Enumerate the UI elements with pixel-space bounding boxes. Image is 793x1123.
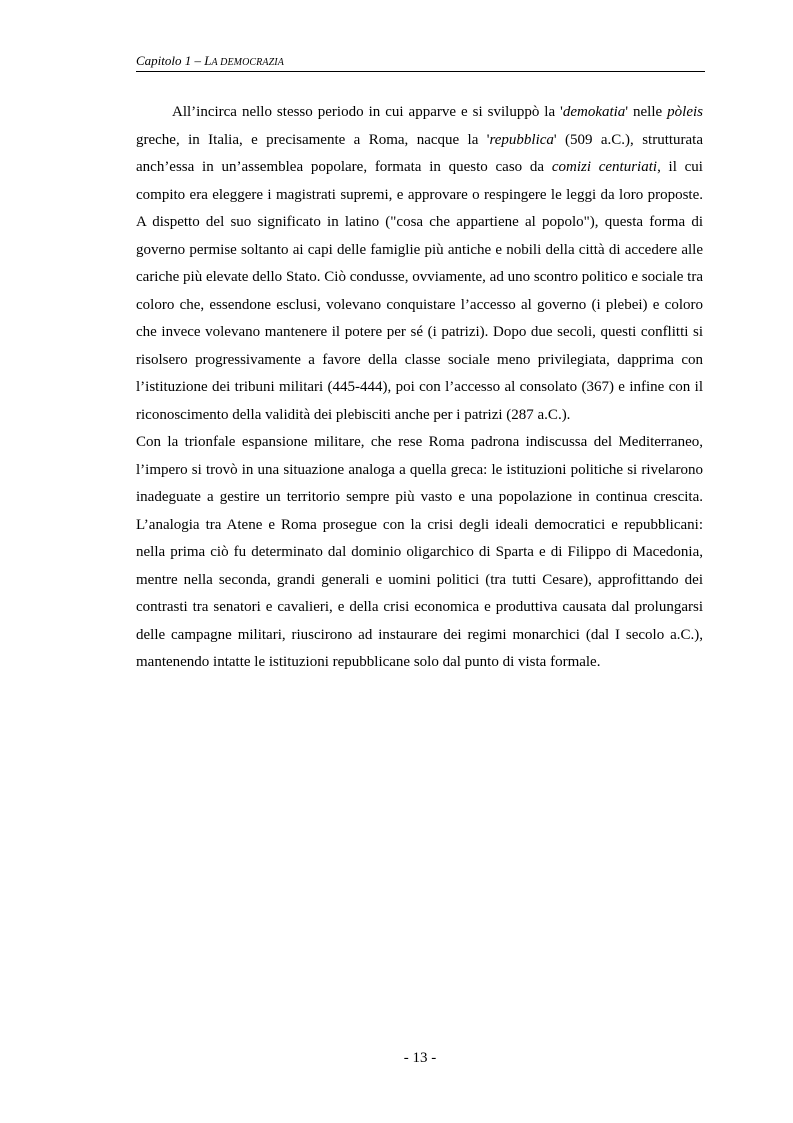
term-comizi-centuriati: comizi centuriati (551, 159, 658, 175)
chapter-title: Capitolo 1 – L (136, 53, 212, 68)
paragraph-1 (136, 99, 703, 429)
chapter-title-smallcaps: A DEMOCRAZIA (211, 57, 284, 68)
paragraph-1-text: All’incirca nello stesso periodo in cui apparve e si sviluppò la ' (172, 104, 563, 120)
term-poleis: pòleis (667, 104, 703, 120)
term-repubblica: repubblica (489, 131, 554, 148)
header-rule (136, 71, 705, 72)
paragraph-1-text: , il cui compito era eleggere i magistrati supremi, e approvare o respingere le leggi da loro proposte. A dispetto del suo significato in latino ("cosa che appartiene al popolo"), questa forma di governo permise soltanto ai capi delle famiglie più antiche e nobili della città di accedere alle cariche più elevate dello Stato. Ciò condusse, ovviamente, ad uno scontro politico e sociale tra coloro che, essendone esclusi, volevano conquistare l’accesso al governo (i plebei) e coloro che invece volevano mantenere il potere per sé (i patrizi). Dopo due secoli, questi conflitti si risolsero progressivamente a favore della classe sociale meno privilegiata, dapprima con l’istituzione dei tribuni militari (445-444), poi con l’accesso al consolato (367) e infine con il riconoscimento della validità dei plebisciti anche per i patrizi (287 a.C.). (136, 159, 703, 423)
paragraph-1-text: ' (509 a.C.), strutturata anch’essa in un’assemblea popolare, formata in questo caso da (136, 131, 704, 175)
term-demokatia: demokatia (562, 104, 626, 120)
paragraph-2: Con la trionfale espansione militare, che rese Roma padrona indiscussa del Mediterraneo, l’impero si trovò in una situazione analoga a quella greca: le istituzioni politiche si rivelarono inadeguate a gestire un territorio sempre più vasto e una popolazione in continua crescita. L’analogia tra Atene e Roma prosegue con la crisi degli ideali democratici e repubblicani: nella prima ciò fu determinato dal dominio oligarchico di Sparta e di Filippo di Macedonia, mentre nella seconda, grandi generali e uomini politici (tra tutti Cesare), approfittando dei contrasti tra senatori e cavalieri, e della crisi economica e produttiva causata dal prolungarsi delle campagne militari, riuscirono ad instaurare dei regimi monarchici (dal I secolo a.C.), mantenendo intatte le istituzioni repubblicane solo dal punto di vista formale. (136, 434, 703, 670)
paragraph-1-text: ' nelle (625, 104, 668, 120)
page-number: - 13 - (403, 1050, 437, 1066)
body-text (136, 99, 703, 677)
running-header (136, 52, 705, 70)
paragraph-1-text: greche, in Italia, e precisamente a Roma, nacque la ' (136, 131, 490, 148)
